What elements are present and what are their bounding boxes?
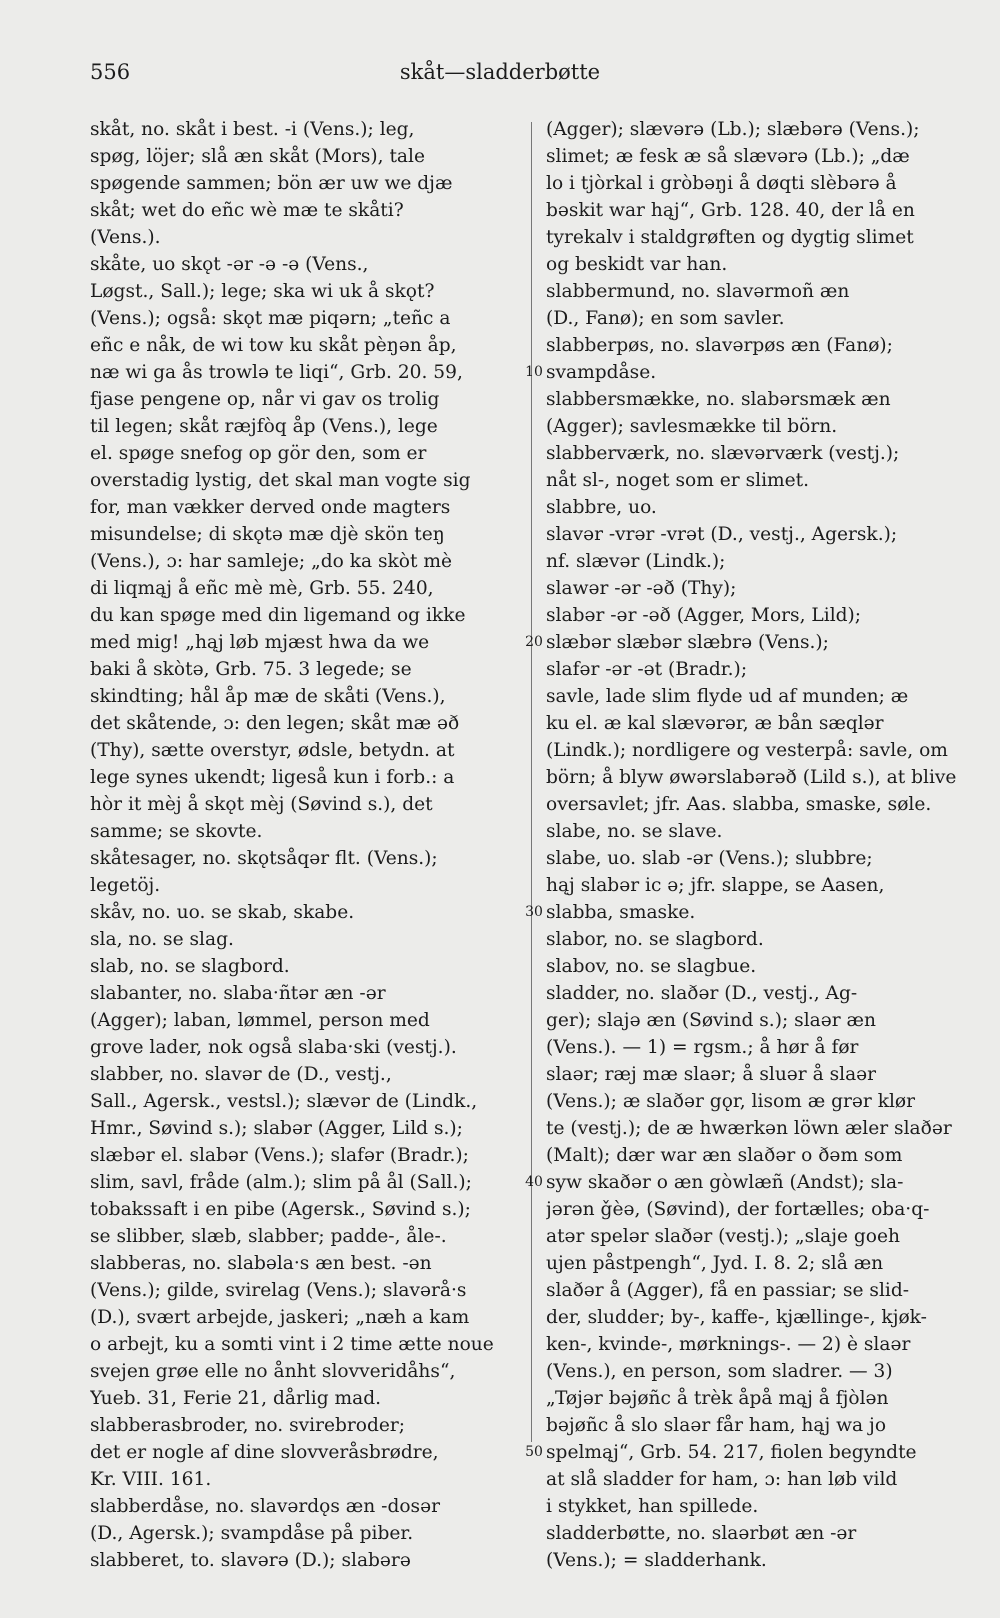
text-line: (Vens.), ɔ: har samleje; „do ka skòt mè xyxy=(90,551,453,572)
text-line: hąj slabər ic ə; jfr. slappe, se Aasen, xyxy=(546,875,885,896)
text-line: (Vens.), en person, som sladrer. — 3) xyxy=(546,1361,893,1382)
text-line: det skåtende, ɔ: den legen; skåt mæ əð xyxy=(90,713,460,734)
text-line: du kan spøge med din ligemand og ikke xyxy=(90,605,466,626)
text-line: slabberet, to. slavərə (D.); slabərə xyxy=(90,1550,411,1571)
text-line: slabər -ər -əð (Agger, Mors, Lild); xyxy=(546,605,862,626)
page-header xyxy=(90,60,910,92)
line-number: 20 xyxy=(525,634,543,650)
text-line: (Vens.); = sladderhank. xyxy=(546,1550,767,1571)
running-head: skåt—sladderbøtte xyxy=(399,60,601,84)
text-line: det er nogle af dine slovveråsbrødre, xyxy=(90,1442,439,1463)
text-line: (Vens.); gilde, svirelag (Vens.); slavərå·s xyxy=(90,1280,467,1301)
text-line: skåt, no. skåt i best. -i (Vens.); leg, xyxy=(90,119,415,140)
line-number: 30 xyxy=(525,904,543,920)
text-line: skåv, no. uo. se skab, skabe. xyxy=(90,902,355,923)
text-line: slabanter, no. slaba·ñtər æn -ər xyxy=(90,983,386,1004)
text-line: til legen; skåt ræjfòq åp (Vens.), lege xyxy=(90,416,438,437)
text-line: slab, no. se slagbord. xyxy=(90,956,290,977)
text-line: lege synes ukendt; ligeså kun i forb.: a xyxy=(90,767,455,788)
text-line: der, sludder; by-, kaffe-, kjællinge-, kjøk- xyxy=(546,1307,927,1328)
text-line: nf. slævər (Lindk.); xyxy=(546,551,726,572)
text-line: grove lader, nok også slaba·ski (vestj.). xyxy=(90,1037,457,1058)
text-line: Løgst., Sall.); lege; ska wi uk å skǫt? xyxy=(90,281,435,302)
text-line: slabbre, uo. xyxy=(546,497,657,518)
text-line: fjase pengene op, når vi gav os trolig xyxy=(90,389,440,410)
text-line: ger); slajə æn (Søvind s.); slaər æn xyxy=(546,1010,876,1031)
line-number: 10 xyxy=(525,364,543,380)
text-line: slawər -ər -əð (Thy); xyxy=(546,578,737,599)
line-number: 40 xyxy=(525,1174,543,1190)
text-line: slabberdåse, no. slavərdǫs æn -dosər xyxy=(90,1496,440,1517)
text-line: atər spelər slaðər (vestj.); „slaje goeh xyxy=(546,1226,900,1247)
text-line: og beskidt var han. xyxy=(546,254,728,275)
text-line: slabe, uo. slab -ər (Vens.); slubbre; xyxy=(546,848,873,869)
right-column xyxy=(546,116,976,1574)
text-line: for, man vækker derved onde magters xyxy=(90,497,451,518)
text-line: syw skaðər o æn gòwlæñ (Andst); sla- xyxy=(546,1172,904,1193)
text-line: savle, lade slim flyde ud af munden; æ xyxy=(546,686,909,707)
text-line: lo i tjòrkal i gròbəŋi å døqti slèbərə å xyxy=(546,173,897,194)
text-line: skindting; hål åp mæ de skåti (Vens.), xyxy=(90,686,446,707)
text-line: ken-, kvinde-, mørknings-. — 2) è slaər xyxy=(546,1334,911,1355)
text-line: overstadig lystig, det skal man vogte sig xyxy=(90,470,471,491)
text-line: slabberværk, no. slævərværk (vestj.); xyxy=(546,443,900,464)
text-line: nåt sl-, noget som er slimet. xyxy=(546,470,810,491)
text-line: misundelse; di skǫtə mæ djè skön teŋ xyxy=(90,524,445,545)
text-line: sla, no. se slag. xyxy=(90,929,234,950)
text-line: næ wi ga ås trowlə te liqi“, Grb. 20. 59, xyxy=(90,362,463,383)
text-line: slabor, no. se slagbord. xyxy=(546,929,764,950)
text-line: slaðər å (Agger), få en passiar; se slid- xyxy=(546,1280,910,1301)
text-line: (Agger); savlesmække til börn. xyxy=(546,416,838,437)
left-column xyxy=(90,116,518,1574)
text-line: Hmr., Søvind s.); slabər (Agger, Lild s.); xyxy=(90,1118,463,1139)
text-line: slabberpøs, no. slavərpøs æn (Fanø); xyxy=(546,335,893,356)
text-line: (Agger); laban, lømmel, person med xyxy=(90,1010,430,1031)
text-line: te (vestj.); de æ hwærkən löwn æler slaðər xyxy=(546,1118,952,1139)
text-line: se slibber, slæb, slabber; padde-, åle-. xyxy=(90,1226,447,1247)
text-line: (Vens.); æ slaðər gǫr, lisom æ grər klør xyxy=(546,1091,916,1112)
text-line: el. spøge snefog op gör den, som er xyxy=(90,443,427,464)
text-line: skåtesager, no. skǫtsåqər flt. (Vens.); xyxy=(90,848,438,869)
text-line: börn; å blyw øwərslabərəð (Lild s.), at blive xyxy=(546,767,957,788)
text-line: skåt; wet do eñc wè mæ te skåti? xyxy=(90,200,404,221)
text-line: (D., Fanø); en som savler. xyxy=(546,308,785,329)
text-line: slafər -ər -ət (Bradr.); xyxy=(546,659,748,680)
text-line: slabov, no. se slagbue. xyxy=(546,956,757,977)
text-line: tobakssaft i en pibe (Agersk., Søvind s.); xyxy=(90,1199,471,1220)
text-line: sladderbøtte, no. slaərbøt æn -ər xyxy=(546,1523,857,1544)
text-line: (D., Agersk.); svampdåse på piber. xyxy=(90,1523,414,1544)
text-line: tyrekalv i staldgrøften og dygtig slimet xyxy=(546,227,914,248)
text-line: ku el. æ kal slævərər, æ bån sæqlər xyxy=(546,713,884,734)
text-line: slabba, smaske. xyxy=(546,902,696,923)
line-number: 50 xyxy=(525,1444,543,1460)
text-line: slabberasbroder, no. svirebroder; xyxy=(90,1415,406,1436)
text-line: slabberas, no. slabəla·s æn best. -ən xyxy=(90,1253,432,1274)
text-line: at slå sladder for ham, ɔ: han løb vild xyxy=(546,1469,898,1490)
text-line: slavər -vrər -vrət (D., vestj., Agersk.); xyxy=(546,524,898,545)
text-line: o arbejt, ku a somti vint i 2 time ætte noue xyxy=(90,1334,494,1355)
text-line: slabbersmække, no. slabərsmæk æn xyxy=(546,389,891,410)
text-line: bəjøñc å slo slaər får ham, hąj wa jo xyxy=(546,1415,887,1436)
text-line: skåte, uo skǫt -ər -ə -ə (Vens., xyxy=(90,254,369,275)
text-line: samme; se skovte. xyxy=(90,821,263,842)
text-line: slaər; ræj mæ slaər; å sluər å slaər xyxy=(546,1064,877,1085)
text-line: (Vens.). xyxy=(90,227,161,248)
text-line: svampdåse. xyxy=(546,362,657,383)
text-line: slim, savl, fråde (alm.); slim på ål (Sall.); xyxy=(90,1172,472,1193)
text-line: bəskit war hąj“, Grb. 128. 40, der lå en xyxy=(546,200,915,221)
text-line: hòr it mèj å skǫt mèj (Søvind s.), det xyxy=(90,794,433,815)
text-line: (Lindk.); nordligere og vesterpå: savle, om xyxy=(546,740,948,761)
text-line: slabe, no. se slave. xyxy=(546,821,723,842)
text-line: svejen grøe elle no ånht slovveridåhs“, xyxy=(90,1361,456,1382)
text-line: ujen påstpengh“, Jyd. I. 8. 2; slå æn xyxy=(546,1253,884,1274)
text-line: Kr. VIII. 161. xyxy=(90,1469,212,1490)
text-line: slimet; æ fesk æ så slævərə (Lb.); „dæ xyxy=(546,146,910,167)
text-line: i stykket, han spillede. xyxy=(546,1496,759,1517)
text-line: jərən ǧèə, (Søvind), der fortælles; oba·q- xyxy=(546,1199,930,1220)
text-line: slabber, no. slavər de (D., vestj., xyxy=(90,1064,392,1085)
text-line: (Malt); dær war æn slaðər o ðəm som xyxy=(546,1145,903,1166)
page-number: 556 xyxy=(90,60,131,84)
text-line: (Thy), sætte overstyr, ødsle, betydn. at xyxy=(90,740,455,761)
text-line: slæbər el. slabər (Vens.); slafər (Bradr.); xyxy=(90,1145,469,1166)
text-line: sladder, no. slaðər (D., vestj., Ag- xyxy=(546,983,858,1004)
text-line: Yueb. 31, Ferie 21, dårlig mad. xyxy=(90,1388,382,1409)
text-line: (D.), svært arbejde, jaskeri; „næh a kam xyxy=(90,1307,470,1328)
text-line: spøg, löjer; slå æn skåt (Mors), tale xyxy=(90,146,425,167)
text-line: slæbər slæbər slæbrə (Vens.); xyxy=(546,632,829,653)
text-line: baki å skòtə, Grb. 75. 3 legede; se xyxy=(90,659,412,680)
text-line: (Agger); slævərə (Lb.); slæbərə (Vens.); xyxy=(546,119,920,140)
text-line: (Vens.). — 1) = rgsm.; å hør å før xyxy=(546,1037,859,1058)
text-line: (Vens.); også: skǫt mæ piqərn; „teñc a xyxy=(90,308,451,329)
text-line: Sall., Agersk., vestsl.); slævər de (Lindk., xyxy=(90,1091,478,1112)
text-line: di liqmąj å eñc mè mè, Grb. 55. 240, xyxy=(90,578,434,599)
text-line: slabbermund, no. slavərmoñ æn xyxy=(546,281,850,302)
text-line: spelmąj“, Grb. 54. 217, fiolen begyndte xyxy=(546,1442,917,1463)
text-line: legetöj. xyxy=(90,875,161,896)
text-line: med mig! „hąj løb mjæst hwa da we xyxy=(90,632,430,653)
text-line: spøgende sammen; bön ær uw we djæ xyxy=(90,173,453,194)
text-line: eñc e nåk, de wi tow ku skåt pèŋən åp, xyxy=(90,335,457,356)
text-line: „Tøjər bəjøñc å trèk åpå mąj å fjòlən xyxy=(546,1388,889,1409)
text-line: oversavlet; jfr. Aas. slabba, smaske, søle. xyxy=(546,794,932,815)
column-rule xyxy=(531,122,532,1442)
